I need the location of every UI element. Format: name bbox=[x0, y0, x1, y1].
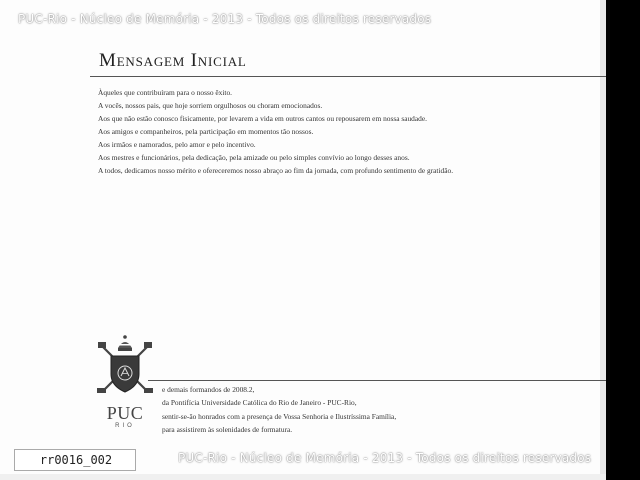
logo-wordmark: PUC bbox=[106, 403, 144, 423]
page-title: Mensagem Inicial bbox=[99, 50, 247, 71]
dedication-line: Aos mestres e funcionários, pela dedicação, pela amizade ou pelo simples convívio ao longo desses anos. bbox=[98, 153, 410, 162]
document-id-label bbox=[14, 449, 136, 471]
dedication-line: Àqueles que contribuíram para o nosso êxito. bbox=[98, 88, 233, 97]
footer-line: sentir-se-ão honrados com a presença de Vossa Senhoria e Ilustríssima Família, bbox=[162, 411, 397, 421]
dedication-line: A todos, dedicamos nosso mérito e ofereceremos nosso abraço ao fim da jornada, com profundo sentimento de gratidão. bbox=[98, 166, 454, 175]
scan-bottom-edge bbox=[0, 474, 606, 480]
footer-divider bbox=[148, 380, 606, 381]
dedication-line: Aos que não estão conosco fisicamente, por levarem a vida em outros cantos ou repousarem em nossa saudade. bbox=[98, 114, 427, 123]
puc-rio-crest-icon bbox=[96, 334, 154, 396]
dedication-text bbox=[98, 86, 598, 177]
scan-border bbox=[606, 0, 640, 480]
dedication-line: A vocês, nossos pais, que hoje sorriem orgulhosos ou choram emocionados. bbox=[98, 101, 323, 110]
footer-line: e demais formandos de 2008.2, bbox=[162, 385, 255, 394]
document-id-text: rr0016_002 bbox=[39, 453, 113, 467]
watermark-bottom: PUC-Rio - Núcleo de Memória - 2013 - Todos os direitos reservados bbox=[178, 451, 592, 465]
watermark-top: PUC-Rio - Núcleo de Memória - 2013 - Todos os direitos reservados bbox=[18, 12, 432, 26]
dedication-line: Aos amigos e companheiros, pela participação em momentos tão nossos. bbox=[98, 127, 314, 136]
footer-text bbox=[162, 383, 396, 437]
logo-subtitle: RIO bbox=[115, 423, 135, 429]
footer-line: da Pontifícia Universidade Católica do Rio de Janeiro - PUC-Rio, bbox=[162, 398, 357, 408]
title-divider bbox=[90, 76, 606, 77]
dedication-line: Aos irmãos e namorados, pelo amor e pelo incentivo. bbox=[98, 140, 256, 149]
footer-line: para assistirem às solenidades de formatura. bbox=[162, 425, 293, 435]
